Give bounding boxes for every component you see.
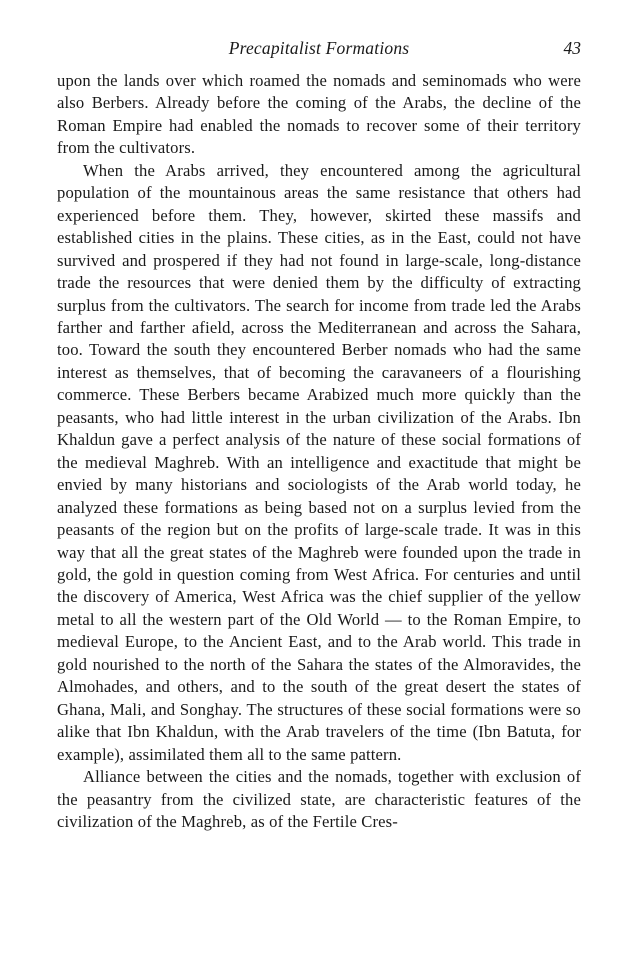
body-text — [57, 70, 581, 833]
page-number: 43 — [563, 38, 581, 58]
paragraph: Alliance between the cities and the nomads, together with exclusion of the peasantry from the civilized state, are characteristic features of the civilization of the Maghreb, as of the Fertile Cres- — [57, 767, 581, 831]
paragraph: When the Arabs arrived, they encountered among the agricultural population of the mountainous areas the same resistance that others had experienced before them. They, however, skirted these massifs and established cities in the plains. These cities, as in the East, could not have survived and prospered if they had not found in large-scale, long-distance trade the resources that were denied them by the difficulty of extracting surplus from the cultivators. The search for income from trade led the Arabs farther and farther afield, across the Mediterranean and across the Sahara, too. Toward the south they encountered Berber nomads who had the same interest as themselves, that of becoming the caravaneers of a flourishing commerce. These Berbers became Arabized much more quickly than the peasants, who had little interest in the urban civilization of the Arabs. Ibn Khaldun gave a perfect analysis of the nature of these social formations of the medieval Maghreb. With an intelligence and exactitude that might be envied by many historians and sociologists of the Arab world today, he analyzed these formations as being based not on a surplus levied from the peasants of the region but on the profits of large-scale trade. It was in this way that all the great states of the Maghreb were founded upon the trade in gold, the gold in question coming from West Africa. For centuries and until the discovery of America, West Africa was the chief supplier of the yellow metal to all the western part of the Old World — to the Roman Empire, to medieval Europe, to the Ancient East, and to the Arab world. This trade in gold nourished to the north of the Sahara the states of the Almoravides, the Almohades, and others, and to the south of the great desert the states of Ghana, Mali, and Songhay. The structures of these social formations were so alike that Ibn Khaldun, with the Arab travelers of the time (Ibn Batuta, for example), assimilated them all to the same pattern. — [57, 160, 581, 764]
running-title: Precapitalist Formations — [228, 38, 410, 58]
running-header — [57, 36, 581, 60]
book-page — [57, 36, 581, 833]
paragraph-continued: upon the lands over which roamed the nomads and seminomads who were also Berbers. Already before the coming of the Arabs, the decline of the Roman Empire had enabled the nomads to recover some of their territory from the cultivators. — [57, 71, 581, 158]
